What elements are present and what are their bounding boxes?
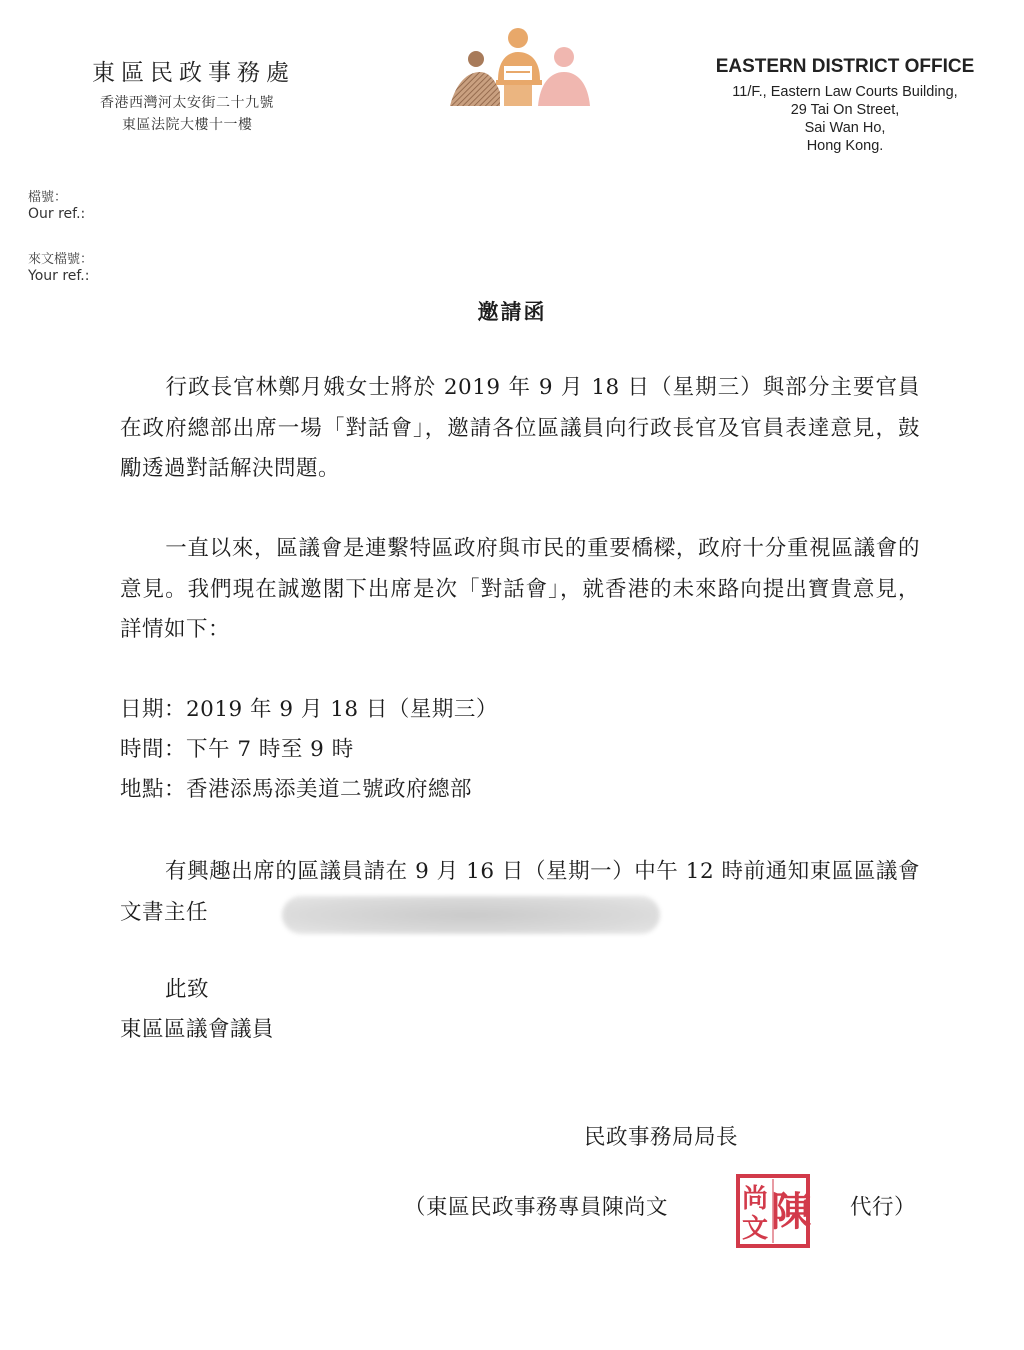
our-ref-label-zh: 檔號： (28, 190, 68, 205)
event-venue: 地點：香港添馬添美道二號政府總部 (120, 777, 473, 802)
office-name-zh: 東區民政事務處 (92, 60, 295, 86)
your-ref-label-zh: 來文檔號： (28, 252, 94, 267)
paragraph-2 (120, 529, 920, 651)
signatory-title: 民政事務局局長 (584, 1125, 739, 1150)
paragraph-1-text: 行政長官林鄭月娥女士將於 2019 年 9 月 18 日（星期三）與部分主要官員在政府總部出席一場「對話會」，邀請各位區議員向行政長官及官員表達意見，鼓勵透過對話解決問題。 (120, 375, 920, 481)
redaction-blur (282, 896, 660, 934)
seal-char-2: 陳 (771, 1188, 811, 1235)
closing-salutation: 此致 (165, 977, 210, 1002)
letter-title: 邀請函 (477, 299, 547, 324)
our-ref-label-en: Our ref.: (28, 206, 86, 222)
seal-char-1: 尚 (741, 1184, 769, 1214)
event-time: 時間：下午 7 時至 9 時 (120, 737, 354, 762)
signatory-acting: 代行） (850, 1195, 917, 1220)
seal-char-3: 文 (741, 1214, 769, 1244)
signatory-on-behalf: （東區民政事務專員陳尚文 (404, 1195, 669, 1220)
your-ref-label-en: Your ref.: (28, 268, 90, 284)
office-name-en: EASTERN DISTRICT OFFICE (715, 56, 975, 77)
office-address-en-line4: Hong Kong. (806, 138, 884, 154)
office-address-zh-line2: 東區法院大樓十一樓 (122, 117, 253, 133)
office-address-en-line1: 11/F., Eastern Law Courts Building, (732, 84, 958, 100)
red-seal-stamp (735, 1173, 811, 1249)
event-date: 日期：2019 年 9 月 18 日（星期三） (120, 697, 498, 722)
paragraph-1 (120, 368, 920, 490)
paragraph-2-text: 一直以來，區議會是連繫特區政府與市民的重要橋樑，政府十分重視區議會的意見。我們現在誠邀閣下出席是次「對話會」，就香港的未來路向提出寶貴意見，詳情如下： (120, 536, 920, 642)
office-address-en-line2: 29 Tai On Street, (790, 102, 900, 118)
office-address-zh-line1: 香港西灣河太安街二十九號 (100, 95, 274, 111)
paragraph-3-text: 有興趣出席的區議員請在 9 月 16 日（星期一）中午 12 時前通知東區區議會文書主任 (120, 859, 920, 925)
office-address-en-line3: Sai Wan Ho, (804, 120, 886, 136)
home-affairs-logo (446, 26, 592, 108)
recipient: 東區區議會議員 (120, 1017, 275, 1042)
